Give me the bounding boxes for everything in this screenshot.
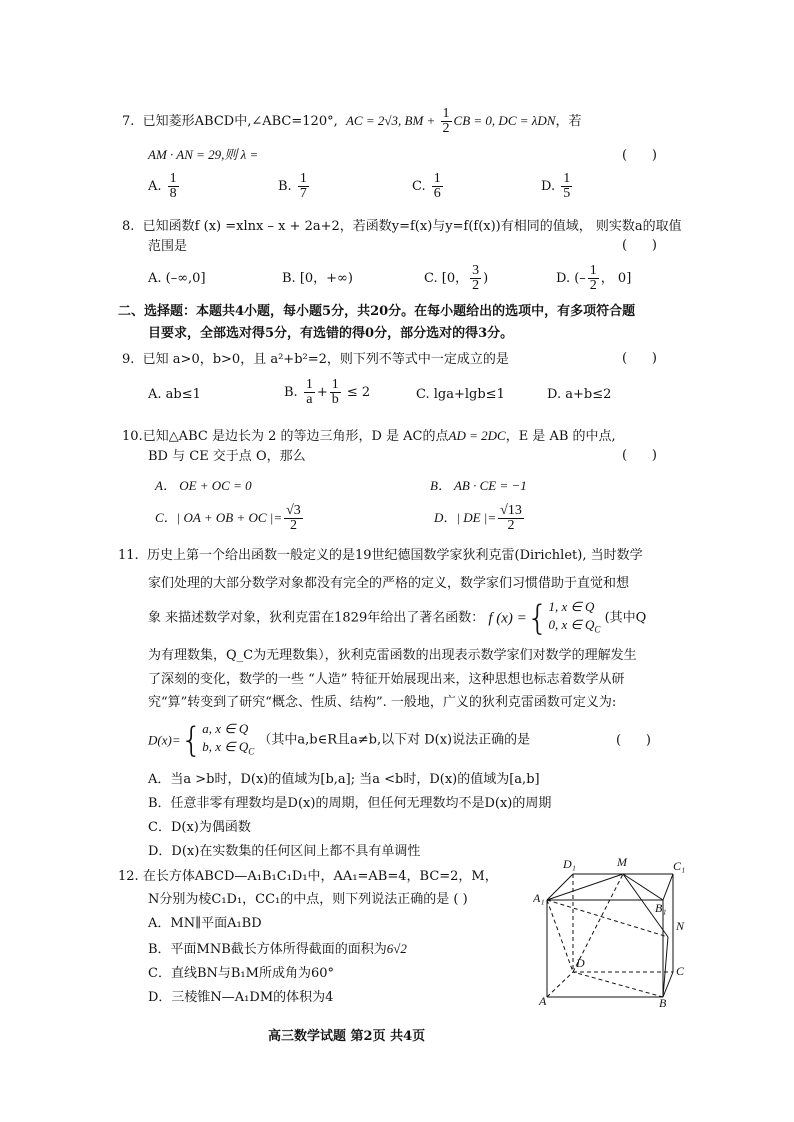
q10-answer-paren: ( ) bbox=[622, 448, 657, 463]
q8-option-c: C. [0， $\frac{3}{2}$ ) bbox=[424, 263, 489, 293]
q8-answer-paren: ( ) bbox=[622, 238, 657, 253]
q9-option-d: D. a+b≤2 bbox=[547, 387, 612, 402]
q12-option-a: A．MN∥平面A₁BD bbox=[148, 916, 262, 931]
q11-line5: 了深刻的变化，数学的一些 “人造” 特征开始展现出来，这种思想也标志着数学从研 bbox=[148, 672, 625, 687]
q8-line1: 8. 已知函数f (x) =xlnx – x + 2a+2，若函数y=f(x)与y=f(f(x))有相同的值域， 则实数a的取值 bbox=[122, 219, 682, 234]
label-n: N bbox=[676, 919, 685, 933]
q12-line1: 12. 在长方体ABCD—A₁B₁C₁D₁中，AA₁=AB=4，BC=2，M， bbox=[118, 869, 498, 884]
q9-answer-paren: ( ) bbox=[622, 351, 657, 366]
q9-option-a: A. ab≤1 bbox=[148, 387, 201, 402]
q7-line1: 7. 已知菱形ABCD中,∠ABC=120°, AC = 2√3, BM + $\frac{1}{2}$ CB = 0, DC = λDN，若 bbox=[122, 106, 582, 136]
q7-answer-paren: ( ) bbox=[622, 148, 657, 163]
label-m: M bbox=[617, 855, 627, 869]
q11-answer-paren: ( ) bbox=[616, 733, 651, 748]
q12-line2: N分别为棱C₁D₁，CC₁的中点，则下列说法正确的是 ( ) bbox=[148, 892, 468, 907]
q10-option-a: A． OE + OC = 0 bbox=[155, 478, 252, 493]
q11-line7: D(x)={a, x ∈ Q b, x ∈ $Q_C$ （其中a,b∈R且a≠b,以下对 D(x)说法正确的是 bbox=[148, 720, 531, 761]
q11-line1: 11. 历史上第一个给出函数一般定义的是19世纪德国数学家狄利克雷(Dirichlet), 当时数学 bbox=[118, 548, 643, 563]
q10-option-c: C．| OA + OB + OC |= $\frac{√3}{2}$ bbox=[155, 503, 301, 533]
q9-option-c: C. lga+lgb≤1 bbox=[416, 387, 505, 402]
q10-line2: BD 与 CE 交于点 O，那么 bbox=[148, 449, 306, 464]
q10-line1: 10.已知△ABC 是边长为 2 的等边三角形，D 是 AC的点AD = 2DC，E 是 AB 的中点, bbox=[122, 428, 616, 444]
q11-line3: 象 来描述数学对象，狄利克雷在1829年给出了著名函数： f (x) ={1, x ∈ Q 0, x ∈ $Q_C$ (其中Q bbox=[148, 598, 647, 639]
q11-option-d: D．D(x)在实数集的任何区间上都不具有单调性 bbox=[148, 844, 421, 859]
q11-option-c: C．D(x)为偶函数 bbox=[148, 820, 251, 835]
q10-option-b: B． AB · CE = −1 bbox=[430, 478, 527, 493]
q12-option-c: C．直线BN与B₁M所成角为60° bbox=[148, 966, 334, 981]
q11-line6: 究“算”转变到了研究“概念、性质、结构”. 一般地，广义的狄利克雷函数可定义为: bbox=[148, 695, 617, 710]
q8-option-a: A. (–∞,0] bbox=[148, 271, 206, 286]
page-footer: 高三数学试题 第2页 共4页 bbox=[268, 1029, 426, 1044]
q8-line2: 范围是 bbox=[148, 239, 188, 254]
q7-option-a: A. $\frac{1}{8}$ bbox=[148, 171, 177, 201]
section2-heading-line1: 二、选择题：本题共4小题，每小题5分，共20分。在每小题给出的选项中，有多项符合题 bbox=[118, 304, 636, 319]
q9-option-b: B. $\frac{1}{a}$ + $\frac{1}{b}$ ≤ 2 bbox=[284, 377, 371, 407]
q11-line2: 家们处理的大部分数学对象都没有完全的严格的定义，数学家们习惯借助于直觉和想 bbox=[148, 576, 630, 591]
section2-heading-line2: 目要求，全部选对得5分，有选错的得0分，部分选对的得3分。 bbox=[148, 326, 514, 341]
q7-option-b: B. $\frac{1}{7}$ bbox=[278, 171, 307, 201]
q7-option-d: D. $\frac{1}{5}$ bbox=[541, 171, 571, 201]
q12-option-b: B．平面MNB截长方体所得截面的面积为6√2 bbox=[148, 941, 407, 957]
label-c: C bbox=[676, 964, 685, 978]
label-a: A bbox=[539, 994, 547, 1008]
q7-option-c: C. $\frac{1}{6}$ bbox=[412, 171, 441, 201]
label-d: D bbox=[576, 956, 585, 970]
q9-line1: 9. 已知 a>0，b>0，且 a²+b²=2，则下列不等式中一定成立的是 bbox=[122, 352, 509, 367]
label-c1: C₁ bbox=[673, 859, 686, 873]
label-d1: D₁ bbox=[563, 857, 576, 871]
q12-option-d: D．三棱锥N—A₁DM的体积为4 bbox=[148, 990, 334, 1005]
q11-line4: 为有理数集，Q_C为无理数集），狄利克雷函数的出现表示数学家们对数学的理解发生 bbox=[148, 648, 637, 663]
cuboid-figure bbox=[533, 852, 693, 1010]
q11-option-b: B．任意非零有理数均是D(x)的周期，但任何无理数均不是D(x)的周期 bbox=[148, 796, 552, 811]
q10-option-d: D．| DE |= $\frac{√13}{2}$ bbox=[434, 503, 522, 533]
q11-option-a: A．当a >b时，D(x)的值域为[b,a]; 当a <b时，D(x)的值域为[a,b] bbox=[148, 772, 540, 787]
label-a1: A₁ bbox=[533, 891, 545, 905]
label-b: B bbox=[659, 996, 667, 1010]
q8-option-d: D. (– $\frac{1}{2}$ ， 0] bbox=[556, 263, 632, 293]
q7-line2: AM · AN = 29,则 λ = bbox=[148, 147, 259, 162]
q8-option-b: B. [0，+∞) bbox=[282, 271, 353, 286]
label-b1: B₁ bbox=[655, 901, 667, 915]
